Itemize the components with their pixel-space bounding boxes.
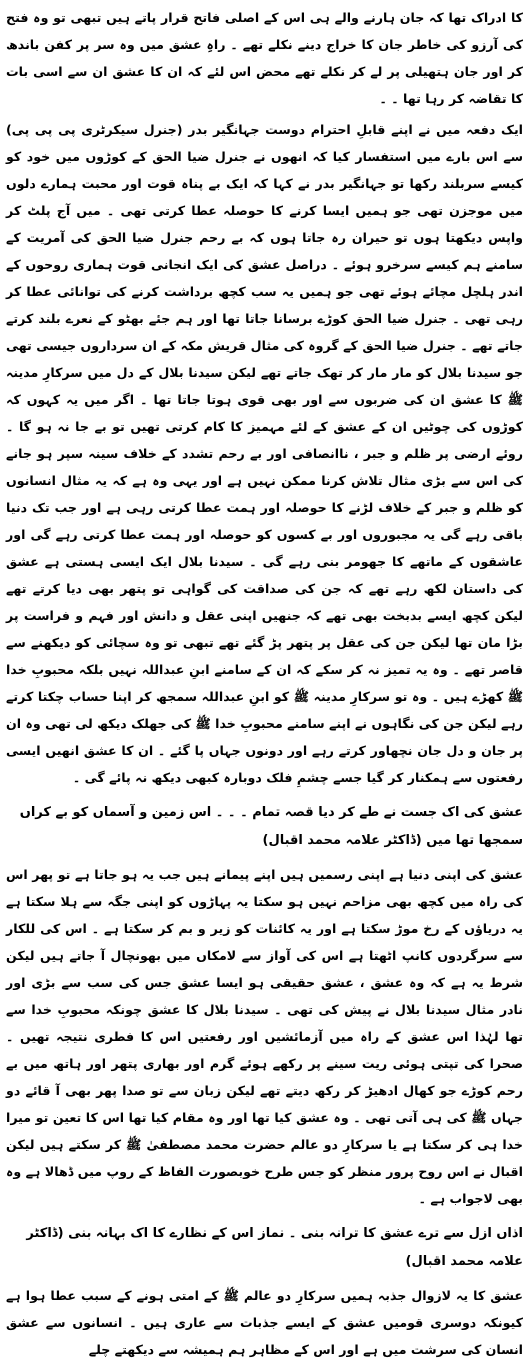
couplet-iqbal-1: [6, 799, 523, 855]
paragraph-world-of-love: عشق کی اپنی دنیا ہے اپنی رسمیں ہیں اپنے پیمانے ہیں جب یہ ہو جاتا ہے تو پھر اس کی راہ میں کچھ بھی مزاحم نہیں ہو سکتا یہ پہاڑوں کو اپنی جگہ سے ہلا سکتا ہے یہ دریاؤں کے رخ موڑ سکتا ہے اور یہ کائنات کو زیر و بم کر سکتا ہے ۔ اس کی للکار سے سرگردوں کانپ اٹھتا ہے اس کی آواز سے لامکاں میں بھونچال آ جاتے ہیں لیکن شرط یہ ہے کہ وہ عشق ، عشق حقیقی ہو ایسا عشق جس کی سب سے بڑی اور نادر مثال سیدنا بلال نے پیش کی تھی ۔ سیدنا بلال کا عشق چونکہ محبوبِ خدا سے تھا لہٰذا اس عشق کے راہ میں آزمائشیں اور رفعتیں اس کا فطری نتیجہ تھیں ۔ صحرا کی تپتی ہوئی ریت سینے پر رکھے ہوئے گرم اور بھاری پتھر اور ہاتھ میں بے رحم کوڑے جو کھال ادھیڑ کر رکھ دیتے تھے لیکن زبان سے تو صدا پھر بھی آ قائے دو جہاں ﷺ کی ہی آتی تھی ۔ وہ عشق کیا تھا اور وہ مقام کیا تھا اس کا تعین تو میرا خدا ہی کر سکتا ہے یا سرکارِ دو عالم حضرت محمد مصطفیٰ ﷺ کر سکتے ہیں لیکن اقبال نے اس روح پرور منظر کو جس طرح خوبصورت الفاظ کے روپ میں ڈھالا ہے وہ بھی لاجواب ہے ۔: [6, 867, 523, 1206]
paragraph-eternal-love: عشق کا یہ لازوال جذبہ ہمیں سرکارِ دو عالم ﷺ کے امتی ہونے کے سبب عطا ہوا ہے کیونکہ دوسری قومیں عشق کے ایسے جذبات سے عاری ہیں ۔ انسانوں سے عشق انسان کی سرشت میں ہے اور اس کے مظاہر ہم ہمیشہ سے دیکھتے چلے: [6, 1288, 523, 1357]
couplet-iqbal-2: [6, 1220, 523, 1276]
paragraph-jahangir-badar: ایک دفعہ میں نے اپنے قابلِ احترام دوست جہانگیر بدر (جنرل سیکرٹری پی پی پی) سے اس بارے میں استفسار کیا کہ انھوں نے جنرل ضیا الحق کے کوڑوں میں خود کو کیسے سربلند رکھا تو جہانگیر بدر نے کہا کہ ایک بے پناہ قوت اور محبت ہمارے دلوں میں موجزن تھی جو ہمیں ایسا کرنے کا حوصلہ عطا کرتی تھی ۔ میں آج پلٹ کر واپس دیکھتا ہوں تو حیران رہ جاتا ہوں کہ بے رحم جنرل ضیا الحق کی آمریت کے سامنے ہم کیسے سرخرو ہوئے ۔ دراصل عشق کی ایک انجانی قوت ہماری روحوں کے اندر ہلچل مچائے ہوئے تھی جو ہمیں یہ سب کچھ برداشت کرنے کی توانائی عطا کر رہی تھی ۔ جنرل ضیا الحق کوڑے برسانا جاتا تھا اور ہم جئے بھٹو کے نعرے بلند کرتے جاتے تھے ۔ جنرل ضیا الحق کے گروہ کی مثال قریش مکہ کے ان سرداروں جیسی تھی جو سیدنا بلال کو مار مار کر تھک جاتے تھے لیکن سیدنا بلال کے دل میں سرکارِ مدینہ ﷺ کا عشق ان کی ضربوں سے اور بھی قوی ہوتا جاتا تھا ۔ اگر میں یہ کہوں کہ کوڑوں کی چوٹیں ان کے عشق کے لئے مہمیز کا کام کرتی تھیں تو بے جا نہ ہو گا ۔ روئے ارضی پر ظلم و جبر ، ناانصافی اور بے رحم تشدد کے خلاف سینہ سپر ہو جانے کی اس سے بڑی مثال تلاش کرنا ممکن نہیں ہے اور یہی وہ ہے کہ یہ مثال انسانوں کو ظلم و جبر کے خلاف لڑنے کا حوصلہ اور ہمت عطا کرتی رہی ہے اور جب تک دنیا باقی رہے گی یہ مجبوروں اور بے کسوں کو حوصلہ اور ہمت عطا کرتی رہے گی اور عاشقوں کے ماتھے کا جھومر بنی رہے گی ۔ سیدنا بلال ایک ایسی ہستی ہے عشق کی داستان لکھ رہے تھے کہ جن کی صداقت کی گواہی تو پتھر بھی دیا کرتے تھے لیکن کچھ ایسے بدبخت بھی تھے کہ جنھیں اپنی عقل و دانش اور فہم و فراست پر بڑا مان تھا لیکن جن کی عقل پر پتھر پڑ گئے تھے تبھی تو وہ سچائی کو دیکھنے سے قاصر تھے ۔ وہ یہ تمیز نہ کر سکے کہ ان کے سامنے ابنِ عبداللہ نہیں بلکہ محبوبِ خدا ﷺ کھڑے ہیں ۔ وہ تو سرکارِ مدینہ ﷺ کو ابنِ عبداللہ سمجھ کر اپنا حساب چکتا کرتے رہے لیکن جن کی نگاہوں نے اپنے سامنے محبوبِ خدا ﷺ کی جھلک دیکھ لی تھی وہ ان پر جان و دل جان نچھاور کرتے رہے اور دونوں جہاں پا گئے ۔ ان کا عشق انھیں ایسی رفعتوں سے ہمکنار کر گیا جسے چشمِ فلک دوبارہ کبھی دیکھ نہ پائے گی ۔: [6, 122, 523, 785]
couplet-attribution: (ڈاکٹر علامہ محمد اقبال): [262, 833, 422, 848]
couplet-verse: عشق کی اک جست نے طے کر دیا قصہ تمام ۔ ۔ ۔ اس زمین و آسماں کو بے کراں سمجھا تھا میں: [19, 805, 523, 848]
couplet-attribution: (ڈاکٹر علامہ محمد اقبال): [26, 1226, 523, 1269]
paragraph-intro: کا ادراک تھا کہ جان ہارنے والے ہی اس کے اصلی فاتح قرار پاتے ہیں تبھی تو وہ فتح کی آرزو کی خاطر جان کا خراج دینے نکلے تھے ۔ راہِ عشق میں وہ سر پر کفن باندھ کر اور جان ہتھیلی پر لے کر نکلے تھے محض اس لئے کہ ان کا عشق ان سے اسی بات کا تقاضہ کر رہا تھا ۔ ۔: [6, 10, 523, 106]
couplet-verse: اذاں ازل سے ترے عشق کا ترانہ بنی ۔ نماز اس کے نظارے کا اک بہانہ بنی: [68, 1226, 523, 1241]
